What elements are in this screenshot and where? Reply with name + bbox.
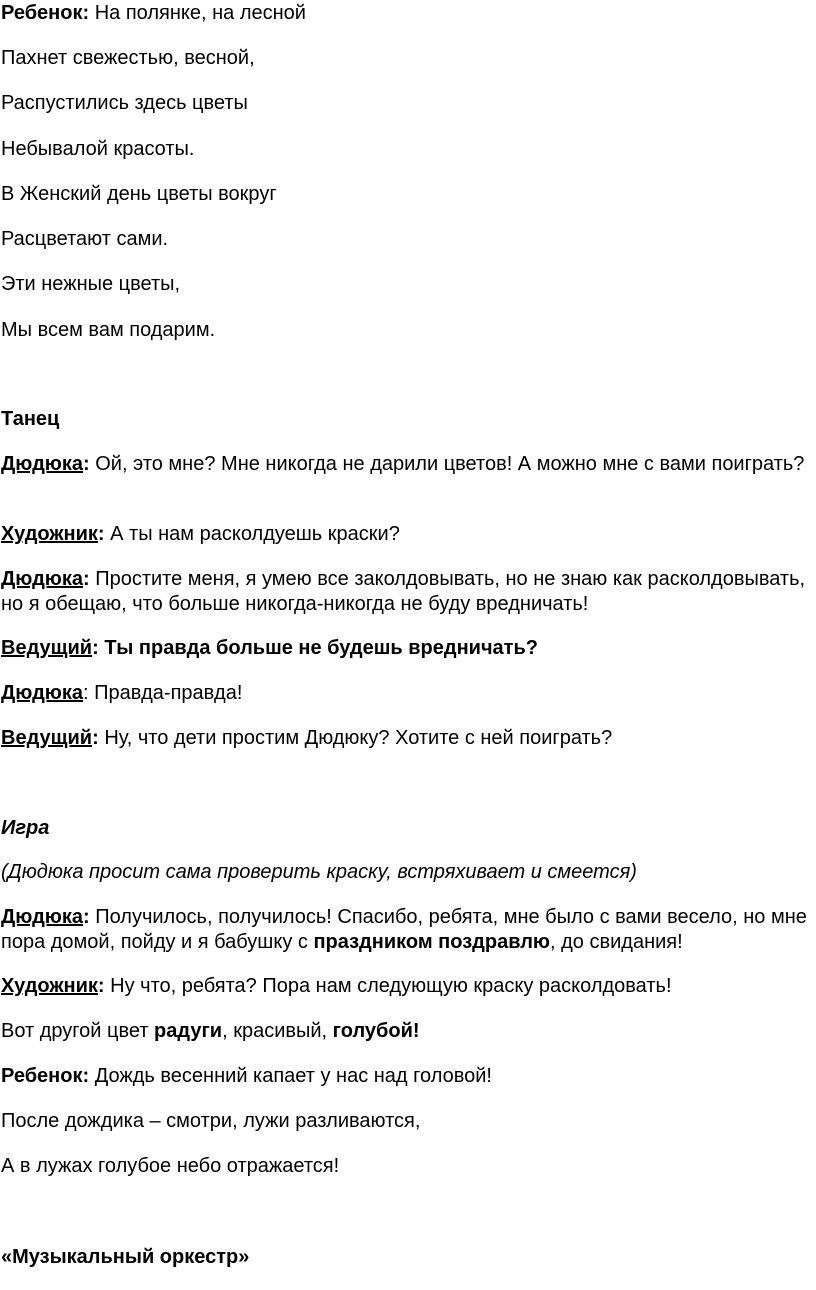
dialogue-host-1: Ведущий: Ты правда больше не будешь вредничать? [1, 637, 538, 659]
speaker-child: Ребенок: [1, 2, 90, 24]
speaker-host: Ведущий [1, 727, 93, 749]
dialogue-dudyuka-3: Дюдюка: Правда-правда! [1, 682, 243, 704]
orchestra-heading: «Музыкальный оркестр» [1, 1246, 250, 1268]
speaker-child: Ребенок: [1, 1065, 90, 1087]
poem1-line-7: Эти нежные цветы, [1, 273, 181, 295]
poem2-line-3: А в лужах голубое небо отражается! [1, 1155, 340, 1177]
poem1-line-5: В Женский день цветы вокруг [1, 183, 277, 205]
poem2-line-1: Ребенок: Дождь весенний капает у нас над головой! [1, 1065, 492, 1087]
bold-blue: голубой! [332, 1020, 420, 1042]
rainbow-line: Вот другой цвет радуги, красивый, голубой! [1, 1020, 420, 1042]
speaker-dudyuka: Дюдюка [1, 682, 83, 704]
poem1-line-3: Распустились здесь цветы [1, 92, 248, 114]
poem2-line-2: После дождика – смотри, лужи разливаются, [1, 1110, 421, 1132]
dialogue-dudyuka-1: Дюдюка: Ой, это мне? Мне никогда не дарили цветов! А можно мне с вами поиграть? [1, 453, 805, 475]
dialogue-host-2: Ведущий: Ну, что дети простим Дюдюку? Хотите с ней поиграть? [1, 727, 613, 749]
stage-direction: (Дюдюка просит сама проверить краску, встряхивает и смеется) [1, 861, 637, 883]
dialogue-artist-2: Художник: Ну что, ребята? Пора нам следующую краску расколдовать! [1, 975, 672, 997]
bold-phrase: праздником поздравлю [313, 931, 551, 953]
speaker-dudyuka: Дюдюка [1, 906, 83, 928]
poem1-line-1: Ребенок: На полянке, на лесной [1, 2, 306, 24]
speaker-host: Ведущий [1, 637, 93, 659]
speaker-artist: Художник [1, 975, 98, 997]
dialogue-dudyuka-4: Дюдюка: Получилось, получилось! Спасибо, ребята, мне было с вами весело, но мне пора домой, пойду и я бабушку с праздником поздравлю, до свидания! [1, 906, 807, 953]
speaker-dudyuka: Дюдюка [1, 568, 83, 590]
game-heading: Игра [1, 817, 50, 839]
poem1-line-8: Мы всем вам подарим. [1, 319, 216, 341]
dialogue-dudyuka-2: Дюдюка: Простите меня, я умею все заколдовывать, но не знаю как расколдовывать, но я обещаю, что больше никогда-никогда не буду вредничать! [1, 568, 806, 615]
speaker-dudyuka: Дюдюка [1, 453, 83, 475]
poem1-line-2: Пахнет свежестью, весной, [1, 47, 255, 69]
poem1-line-6: Расцветают сами. [1, 228, 169, 250]
dialogue-artist-1: Художник: А ты нам расколдуешь краски? [1, 523, 400, 545]
poem1-line-4: Небывалой красоты. [1, 138, 195, 160]
dance-heading: Танец [1, 408, 60, 430]
speaker-artist: Художник [1, 523, 98, 545]
bold-rainbow: радуги [154, 1020, 223, 1042]
